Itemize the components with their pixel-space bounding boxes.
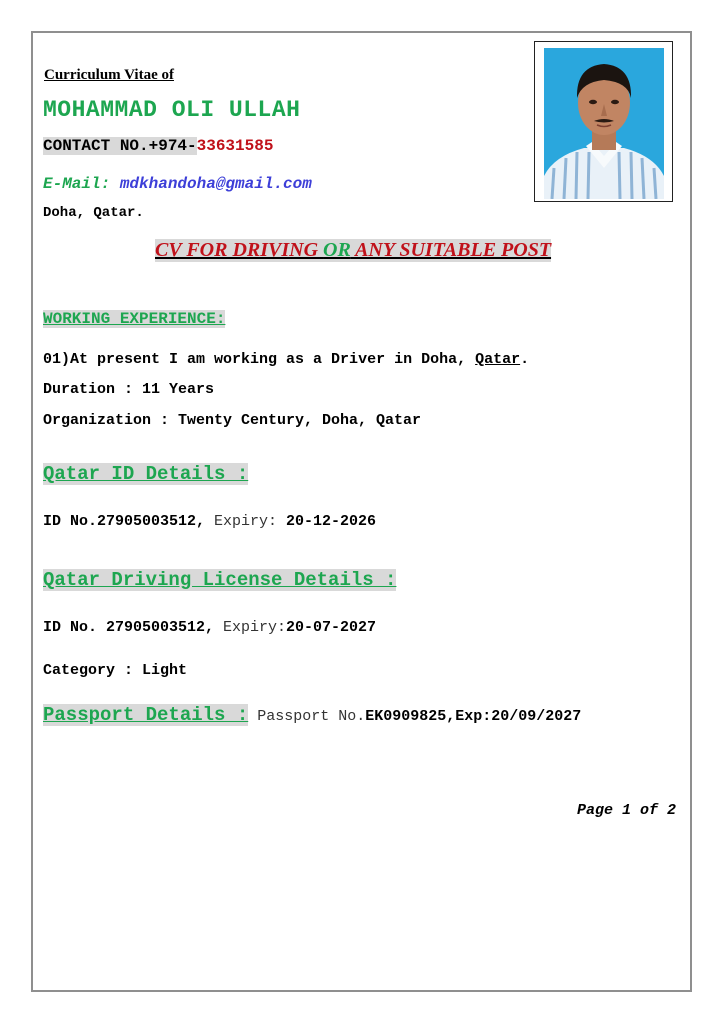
license-heading: Qatar Driving License Details : [43, 569, 397, 591]
contact-line [43, 137, 273, 155]
work-item-end: . [520, 351, 530, 368]
objective-part3: ANY SUITABLE POST [350, 239, 552, 261]
location: Doha, Qatar. [43, 205, 144, 221]
work-duration: Duration : 11 Years [43, 381, 215, 398]
license-expiry-label: Expiry: [223, 619, 287, 636]
applicant-name: MOHAMMAD OLI ULLAH [43, 97, 301, 123]
objective-part1: CV FOR DRIVING [155, 239, 324, 261]
work-organization: Organization : Twenty Century, Doha, Qatar [43, 412, 422, 429]
qid-expiry-value: 20-12-2026 [286, 513, 377, 530]
license-details [43, 619, 376, 636]
work-item-text: At present I am working as a Driver in Doha, [70, 351, 476, 368]
cv-of-label: Curriculum Vitae of [44, 67, 174, 83]
license-expiry-value: 20-07-2027 [286, 619, 377, 636]
page-number: Page 1 of 2 [576, 802, 676, 819]
passport-heading: Passport Details : [43, 704, 249, 726]
objective-line [155, 239, 551, 262]
license-number: ID No. 27905003512, [43, 619, 224, 636]
work-item [43, 351, 529, 368]
work-item-number: 01) [43, 351, 71, 368]
work-item-country: Qatar [475, 351, 521, 368]
license-category: Category : Light [43, 662, 188, 679]
email-line [43, 175, 312, 193]
work-heading: WORKING EXPERIENCE: [43, 310, 226, 328]
contact-label: CONTACT NO.+974- [43, 137, 197, 155]
portrait-image [544, 48, 664, 199]
qid-expiry-label: Expiry: [214, 513, 287, 530]
qid-details [43, 513, 376, 530]
objective-part2: OR [323, 239, 351, 261]
passport-line [43, 704, 581, 726]
passport-number: EK0909825,Exp:20/09/2027 [365, 708, 582, 725]
profile-photo [544, 48, 664, 199]
qid-number: ID No.27905003512, [43, 513, 215, 530]
qid-heading: Qatar ID Details : [43, 463, 249, 485]
email-address[interactable]: mdkhandoha@gmail.com [119, 175, 312, 193]
profile-photo-frame [534, 41, 673, 202]
email-label: E-Mail: [43, 175, 120, 193]
passport-label: Passport No. [248, 708, 366, 725]
contact-number: 33631585 [196, 137, 274, 155]
